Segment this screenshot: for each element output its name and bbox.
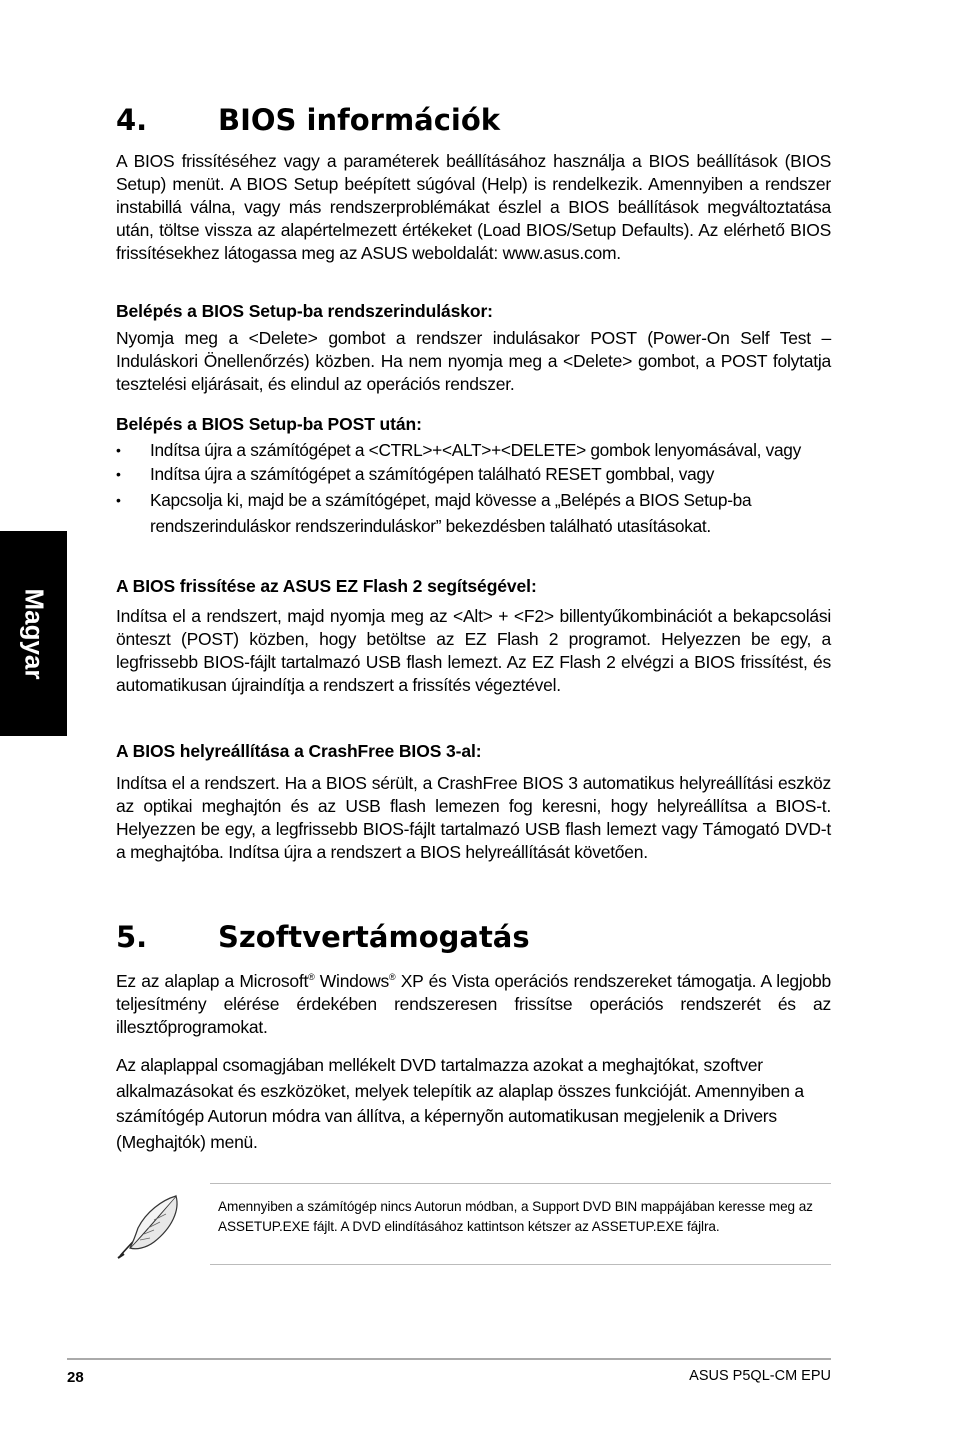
section-5-para2: Az alaplappal csomagjában mellékelt DVD tartalmazza azokat a meghajtókat, szoftver alkalmazásokat és eszközöket, melyek telepítik az alaplap összes funkcióját. Amennyiben a számítógép Autorun módra van állítva, a képernyõn automatikusan megjelenik a Drivers (Meghajtók) menü. xyxy=(116,1055,804,1152)
product-name: ASUS P5QL-CM EPU xyxy=(689,1368,831,1384)
list-item: • Kapcsolja ki, majd be a számítógépet, majd kövesse a „Belépés a BIOS Setup-ba rendszerinduláskor rendszerinduláskor” bekezdésben található utasításokat. xyxy=(116,487,831,539)
section-4-title xyxy=(116,103,500,137)
sub4-heading: A BIOS helyreállítása a CrashFree BIOS 3-al: xyxy=(116,741,482,761)
list-item: • Indítsa újra a számítógépet a számítógépen található RESET gombbal, vagy xyxy=(116,463,831,486)
section-4-intro: A BIOS frissítéséhez vagy a paraméterek beállításához használja a BIOS beállítások (BIOS Setup) menüt. A BIOS Setup beépített súgóval (Help) is rendelkezik. Amennyiben a rendszer instabillá válna, vagy más rendszerproblémákat észlel a BIOS beállítások megváltoztatása után, töltse vissza az alapértelmezett értékeket (Load BIOS/Setup Defaults). Az elérhető BIOS frissítésekhez látogassa meg az ASUS weboldalát: www.asus.com. xyxy=(116,151,831,263)
sub1-text: Nyomja meg a <Delete> gombot a rendszer indulásakor POST (Power-On Self Test – Induláskori Önellenőrzés) közben. Ha nem nyomja meg a <Delete> gombot, a POST folytatja tesztelési eljárásait, és elindul az operációs rendszer. xyxy=(116,328,831,394)
note-box xyxy=(210,1183,831,1265)
sub3-text: Indítsa el a rendszert, majd nyomja meg az <Alt> + <F2> billentyűkombinációt a bekapcsolási önteszt (POST) közben, hogy betöltse az EZ Flash 2 programot. Helyezzen be egy, a legfrissebb BIOS-fájlt tartalmazó USB flash lemezt. Az EZ Flash 2 elvégzi a BIOS frissítést, és automatikusan újraindítja a rendszert a frissítés végeztével. xyxy=(116,606,831,695)
section-5-title-text: Szoftvertámogatás xyxy=(218,920,530,954)
sub2-bullet-list xyxy=(116,439,831,539)
para1-text-a: Ez az alaplap a Microsoft xyxy=(116,970,309,991)
feather-icon xyxy=(114,1190,186,1260)
para1-text-b: Windows xyxy=(314,970,390,991)
page-number: 28 xyxy=(67,1369,84,1386)
language-label: Magyar xyxy=(19,587,49,680)
sub1-heading: Belépés a BIOS Setup-ba rendszerinduláskor: xyxy=(116,301,493,321)
section-5-title xyxy=(116,920,530,954)
section-4-number: 4. xyxy=(116,103,148,137)
sub2-heading: Belépés a BIOS Setup-ba POST után: xyxy=(116,414,422,434)
sub3-heading: A BIOS frissítése az ASUS EZ Flash 2 segítségével: xyxy=(116,576,537,596)
section-5-number: 5. xyxy=(116,920,148,954)
footer-divider xyxy=(67,1358,831,1360)
sub4-text: Indítsa el a rendszert. Ha a BIOS sérült, a CrashFree BIOS 3 automatikus helyreállítási eszköz az optikai meghajtón és az USB flash lemezen fog keresni, hogy helyreállítsa a BIOS-t. Helyezzen be egy, a legfrissebb BIOS-fájlt tartalmazó USB flash lemezt vagy Támogató DVD-t a meghajtóba. Indítsa újra a rendszert a BIOS helyreállítását követően. xyxy=(116,773,831,862)
registered-mark: ® xyxy=(308,972,315,982)
registered-mark: ® xyxy=(389,972,396,982)
section-5-para1 xyxy=(116,966,831,1039)
list-item: • Indítsa újra a számítógépet a <CTRL>+<ALT>+<DELETE> gombok lenyomásával, vagy xyxy=(116,439,831,462)
note-text: Amennyiben a számítógép nincs Autorun módban, a Support DVD BIN mappájában keresse meg az ASSETUP.EXE fájlt. A DVD elindításához kattintson kétszer az ASSETUP.EXE fájlra. xyxy=(218,1199,813,1234)
language-side-tab xyxy=(0,531,67,736)
section-4-title-text: BIOS információk xyxy=(218,103,501,137)
para1-text-c: XP és Vista operációs rendszereket támogatja. A legjobb teljesítmény elérése érdekében rendszeresen frissítse operációs rendszerét és az illesztőprogramokat. xyxy=(116,970,831,1037)
